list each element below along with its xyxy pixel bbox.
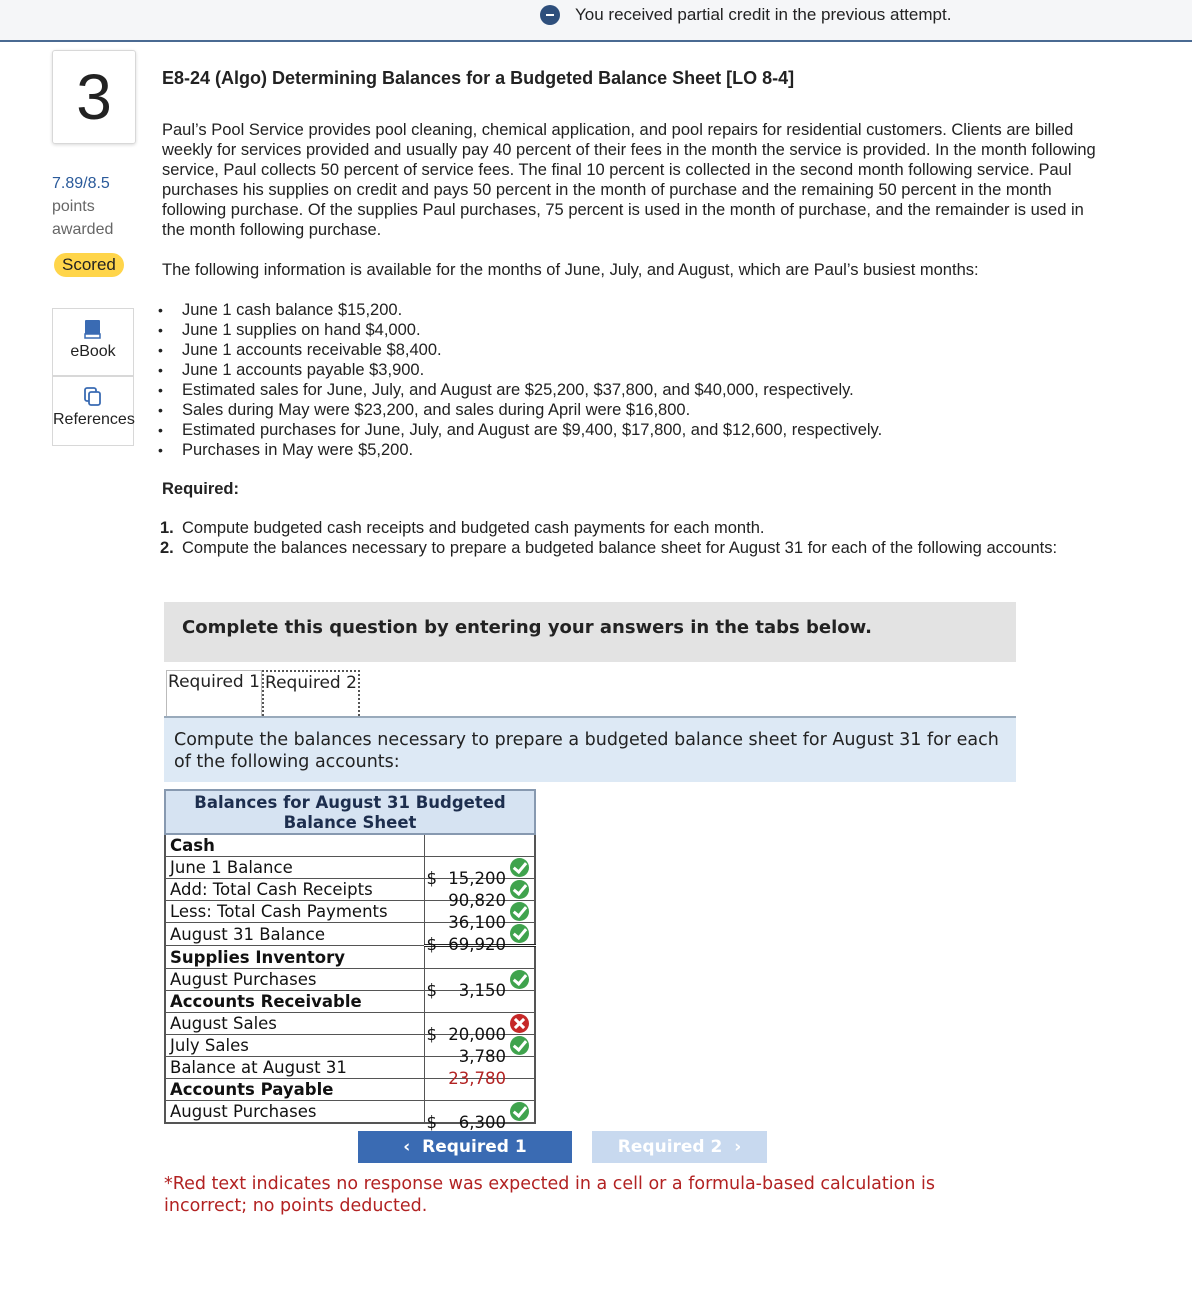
empty-cell [425, 834, 535, 857]
list-item: • June 1 supplies on hand $4,000. [162, 320, 882, 340]
june1-balance-input[interactable] [425, 857, 535, 888]
empty-cell [425, 946, 535, 969]
next-label: Required 2 [617, 1137, 723, 1157]
partial-credit-icon [540, 5, 560, 25]
table-row [165, 1035, 535, 1057]
prev-required-1-button[interactable] [358, 1131, 572, 1163]
table-row [165, 1101, 535, 1124]
table-row [165, 923, 535, 946]
check-icon [510, 880, 529, 899]
cell-value: 23,780 [448, 1068, 506, 1088]
required-text: Compute the balances necessary to prepare a budgeted balance sheet for August 31 for each of the following accounts: [182, 539, 1058, 557]
required-number: 1. [160, 519, 174, 537]
awarded-label: awarded [52, 221, 114, 238]
july-sales-input[interactable] [425, 1035, 535, 1066]
august-sales-input[interactable] [425, 1013, 535, 1044]
dollar-sign: $ [426, 1024, 437, 1044]
points-label: points [52, 198, 95, 215]
points-score: 7.89/8.5 [52, 175, 110, 192]
next-required-2-button[interactable] [592, 1131, 767, 1163]
chevron-left-icon: ‹ [403, 1137, 423, 1157]
table-row [165, 857, 535, 879]
list-item: • June 1 accounts receivable $8,400. [162, 340, 882, 360]
dollar-sign: $ [426, 1112, 437, 1132]
check-icon [510, 924, 529, 943]
dollar-sign: $ [426, 980, 437, 1000]
list-item: • June 1 accounts payable $3,900. [162, 360, 882, 380]
dollar-sign: $ [426, 934, 437, 954]
complete-text: Complete this question by entering your answers in the tabs below. [182, 617, 872, 638]
required-text: Compute budgeted cash receipts and budgeted cash payments for each month. [182, 519, 765, 537]
cell-value: 3,780 [458, 1046, 506, 1066]
required-heading: Required: [162, 480, 240, 498]
book-icon [84, 319, 102, 339]
table-row [165, 1079, 535, 1101]
section-cash: Cash [165, 834, 425, 857]
row-label: Less: Total Cash Payments [165, 901, 425, 923]
cell-value: 36,100 [448, 912, 506, 932]
points-awarded [52, 172, 113, 241]
required-list [160, 518, 1060, 558]
cell-value: 15,200 [448, 868, 506, 888]
tab-required-2[interactable]: Required 2 [262, 670, 360, 720]
incorrect-icon [510, 1014, 529, 1033]
info-lead: The following information is available for the months of June, July, and August, which are Paul’s busiest months: [162, 261, 979, 279]
row-label: August Sales [165, 1013, 425, 1035]
table-row [165, 991, 535, 1013]
references-button[interactable] [52, 376, 134, 446]
ar-balance-cell [425, 1057, 535, 1088]
supplies-input[interactable] [425, 969, 535, 1000]
table-header [165, 790, 535, 834]
required-number: 2. [160, 539, 174, 557]
section-accounts-receivable: Accounts Receivable [165, 991, 425, 1013]
references-label: References [53, 411, 135, 428]
list-item: • Estimated purchases for June, July, and August are $9,400, $17,800, and $12,600, respectively. [162, 420, 882, 440]
empty-cell [425, 1079, 535, 1101]
table-row [165, 834, 535, 857]
divider [0, 40, 42, 42]
row-label: August 31 Balance [165, 923, 425, 946]
check-icon [510, 902, 529, 921]
check-icon [510, 1102, 529, 1121]
table-row [165, 1057, 535, 1079]
accounts-payable-input[interactable] [425, 1101, 535, 1132]
cash-receipts-input[interactable] [425, 879, 535, 910]
red-text-note: *Red text indicates no response was expected in a cell or a formula-based calculation is incorrect; no points deducted. [164, 1174, 935, 1216]
given-info-list [162, 300, 882, 460]
question-number: 3 [52, 50, 136, 144]
cell-value: 69,920 [448, 934, 506, 954]
row-label: August Purchases [165, 1101, 425, 1124]
list-item: • Estimated sales for June, July, and August are $25,200, $37,800, and $40,000, respectively. [162, 380, 882, 400]
instruction-text: Compute the balances necessary to prepare a budgeted balance sheet for August 31 for each of the following accounts: [174, 730, 999, 772]
check-icon [510, 858, 529, 877]
empty-cell [425, 991, 535, 1013]
table-title: Balances for August 31 Budgeted Balance Sheet [165, 790, 535, 834]
row-label: June 1 Balance [165, 857, 425, 879]
banner-text: You received partial credit in the previous attempt. [575, 5, 952, 24]
cell-value: 3,150 [458, 980, 506, 1000]
list-item: • June 1 cash balance $15,200. [162, 300, 882, 320]
dollar-sign: $ [426, 868, 437, 888]
table-row [165, 946, 535, 969]
cell-value: 20,000 [448, 1024, 506, 1044]
aug31-balance-input[interactable] [425, 923, 535, 954]
cell-value: 6,300 [458, 1112, 506, 1132]
row-label: July Sales [165, 1035, 425, 1057]
question-title: E8-24 (Algo) Determining Balances for a Budgeted Balance Sheet [LO 8-4] [162, 68, 795, 88]
tab-instruction [164, 718, 1016, 782]
prev-label: Required 1 [422, 1137, 527, 1157]
section-accounts-payable: Accounts Payable [165, 1079, 425, 1101]
check-icon [510, 1036, 529, 1055]
ebook-label: eBook [70, 343, 116, 360]
row-label: Add: Total Cash Receipts [165, 879, 425, 901]
cell-value: 90,820 [448, 890, 506, 910]
instruction-banner [164, 602, 1016, 662]
table-row [165, 901, 535, 923]
section-supplies: Supplies Inventory [165, 946, 425, 969]
chevron-right-icon: › [722, 1137, 742, 1157]
table-row [165, 969, 535, 991]
tab-required-1[interactable]: Required 1 [166, 670, 262, 717]
list-item: • Sales during May were $23,200, and sales during April were $16,800. [162, 400, 882, 420]
table-row [165, 1013, 535, 1035]
cash-payments-input[interactable] [425, 901, 535, 932]
list-item: • Purchases in May were $5,200. [162, 440, 882, 460]
required-item [160, 518, 1060, 538]
ebook-button[interactable] [52, 308, 134, 376]
balances-table [164, 789, 536, 1132]
status-badge: Scored [54, 253, 124, 277]
check-icon [510, 970, 529, 989]
table-row [165, 879, 535, 901]
required-item [160, 538, 1060, 558]
row-label: Balance at August 31 [165, 1057, 425, 1079]
copy-icon [84, 387, 102, 407]
row-label: August Purchases [165, 969, 425, 991]
question-intro: Paul’s Pool Service provides pool cleaning, chemical application, and pool repairs for residential customers. Clients are billed weekly for services provided and usually pay 40 percent of their fees in the month the service is provided. In the month following service, Paul collects 50 percent of service fees. The final 10 percent is collected in the second month following service. Paul purchases his supplies on credit and pays 50 percent in the month of purchase and the remaining 50 percent in the month following purchase. Of the supplies Paul purchases, 75 percent is used in the month of purchase, and the remainder is used in the month following purchase. [162, 121, 1096, 239]
